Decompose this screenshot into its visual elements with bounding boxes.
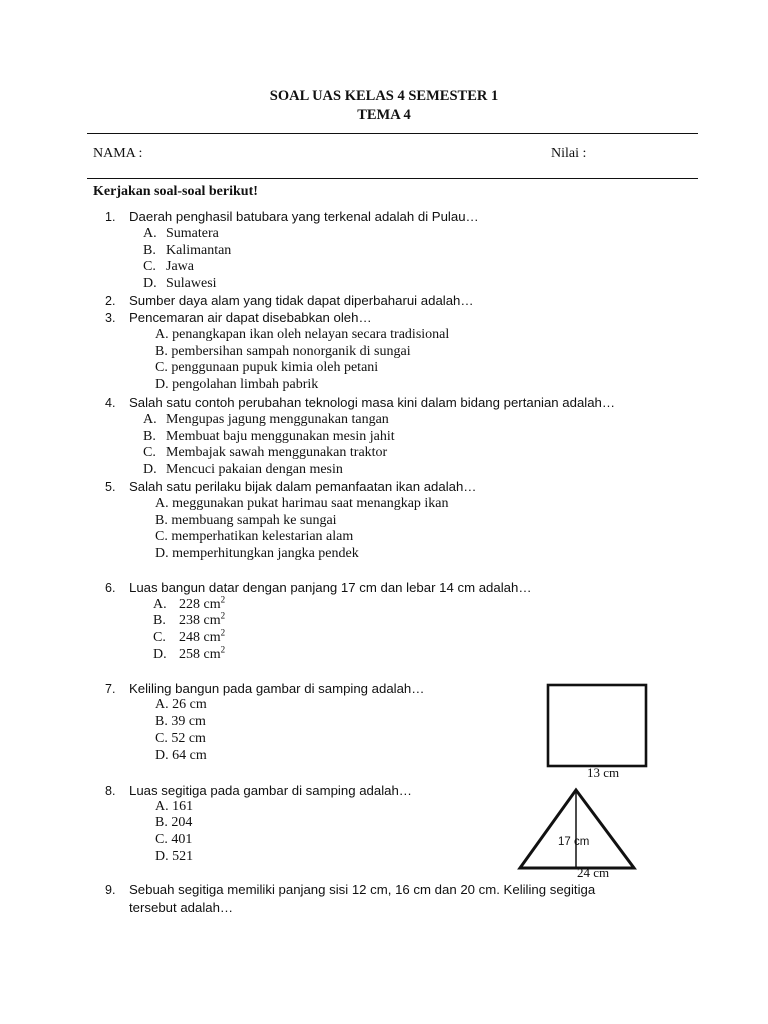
option: D. pengolahan limbah pabrik bbox=[155, 377, 319, 392]
exam-subtitle: TEMA 4 bbox=[357, 107, 411, 123]
option: B. Kalimantan bbox=[143, 243, 232, 258]
triangle-base-label: 24 cm bbox=[577, 865, 610, 880]
option: D. 64 cm bbox=[155, 748, 207, 763]
triangle-height-label: 17 cm bbox=[558, 836, 590, 848]
option: C. Jawa bbox=[143, 259, 194, 274]
option: A. Mengupas jagung menggunakan tangan bbox=[143, 412, 389, 427]
option: D. Sulawesi bbox=[143, 276, 217, 291]
option: D. 521 bbox=[155, 849, 194, 864]
option: C. 401 bbox=[155, 832, 193, 847]
score-label: Nilai : bbox=[551, 146, 587, 161]
option: A. 228 $cm^2$ bbox=[153, 594, 226, 612]
question-3: 3. Pencemaran air dapat disebabkan oleh… bbox=[105, 310, 372, 325]
exam-title: SOAL UAS KELAS 4 SEMESTER 1 bbox=[269, 88, 499, 104]
question-9: 9. Sebuah segitiga memiliki panjang sisi 12 cm, 16 cm dan 20 cm. Keliling segitiga bbox=[105, 882, 596, 897]
option: A. meggunakan pukat harimau saat menangkap ikan bbox=[155, 496, 449, 511]
question-6: 6. Luas bangun datar dengan panjang 17 cm dan lebar 14 cm adalah… bbox=[105, 580, 532, 595]
square-shape bbox=[548, 685, 646, 766]
square-side-label: 13 cm bbox=[587, 765, 620, 780]
option: D. memperhitungkan jangka pendek bbox=[155, 546, 359, 561]
option: D. 258 $cm^2$ bbox=[153, 644, 226, 662]
option: B. 238 $cm^2$ bbox=[153, 610, 226, 628]
option: A. penangkapan ikan oleh nelayan secara tradisional bbox=[155, 327, 450, 342]
question-5: 5. Salah satu perilaku bijak dalam pemanfaatan ikan adalah… bbox=[105, 479, 477, 494]
question-8: 8. Luas segitiga pada gambar di samping adalah… bbox=[105, 783, 412, 798]
option: C. penggunaan pupuk kimia oleh petani bbox=[155, 360, 379, 375]
option: B. 204 bbox=[155, 815, 193, 830]
instructions: Kerjakan soal-soal berikut! bbox=[93, 184, 258, 199]
option: A. 26 cm bbox=[155, 697, 207, 712]
option: C. 248 $cm^2$ bbox=[153, 627, 226, 645]
question-2: 2. Sumber daya alam yang tidak dapat diperbaharui adalah… bbox=[105, 293, 474, 308]
top-divider bbox=[87, 133, 698, 134]
option: D. Mencuci pakaian dengan mesin bbox=[143, 462, 343, 477]
bottom-divider bbox=[87, 178, 698, 179]
question-1 bbox=[105, 209, 479, 226]
option: B. membuang sampah ke sungai bbox=[155, 513, 337, 528]
question-7: 7. Keliling bangun pada gambar di samping adalah… bbox=[105, 681, 425, 696]
option: B. 39 cm bbox=[155, 714, 206, 729]
option: B. pembersihan sampah nonorganik di sungai bbox=[155, 344, 411, 359]
triangle-shape bbox=[520, 790, 634, 868]
question-text: Daerah penghasil batubara yang terkenal adalah di Pulau… bbox=[129, 209, 479, 224]
question-9-continued: tersebut adalah… bbox=[129, 900, 234, 915]
name-label: NAMA : bbox=[93, 146, 143, 161]
square-figure bbox=[540, 680, 655, 775]
question-4: 4. Salah satu contoh perubahan teknologi masa kini dalam bidang pertanian adalah… bbox=[105, 395, 616, 410]
triangle-figure bbox=[510, 784, 645, 874]
option: C. 52 cm bbox=[155, 731, 206, 746]
option: A. 161 bbox=[155, 799, 194, 814]
option: C. memperhatikan kelestarian alam bbox=[155, 529, 354, 544]
option: A. Sumatera bbox=[143, 226, 219, 241]
option: B. Membuat baju menggunakan mesin jahit bbox=[143, 429, 395, 444]
option: C. Membajak sawah menggunakan traktor bbox=[143, 445, 388, 460]
question-number: 1. bbox=[105, 210, 116, 224]
